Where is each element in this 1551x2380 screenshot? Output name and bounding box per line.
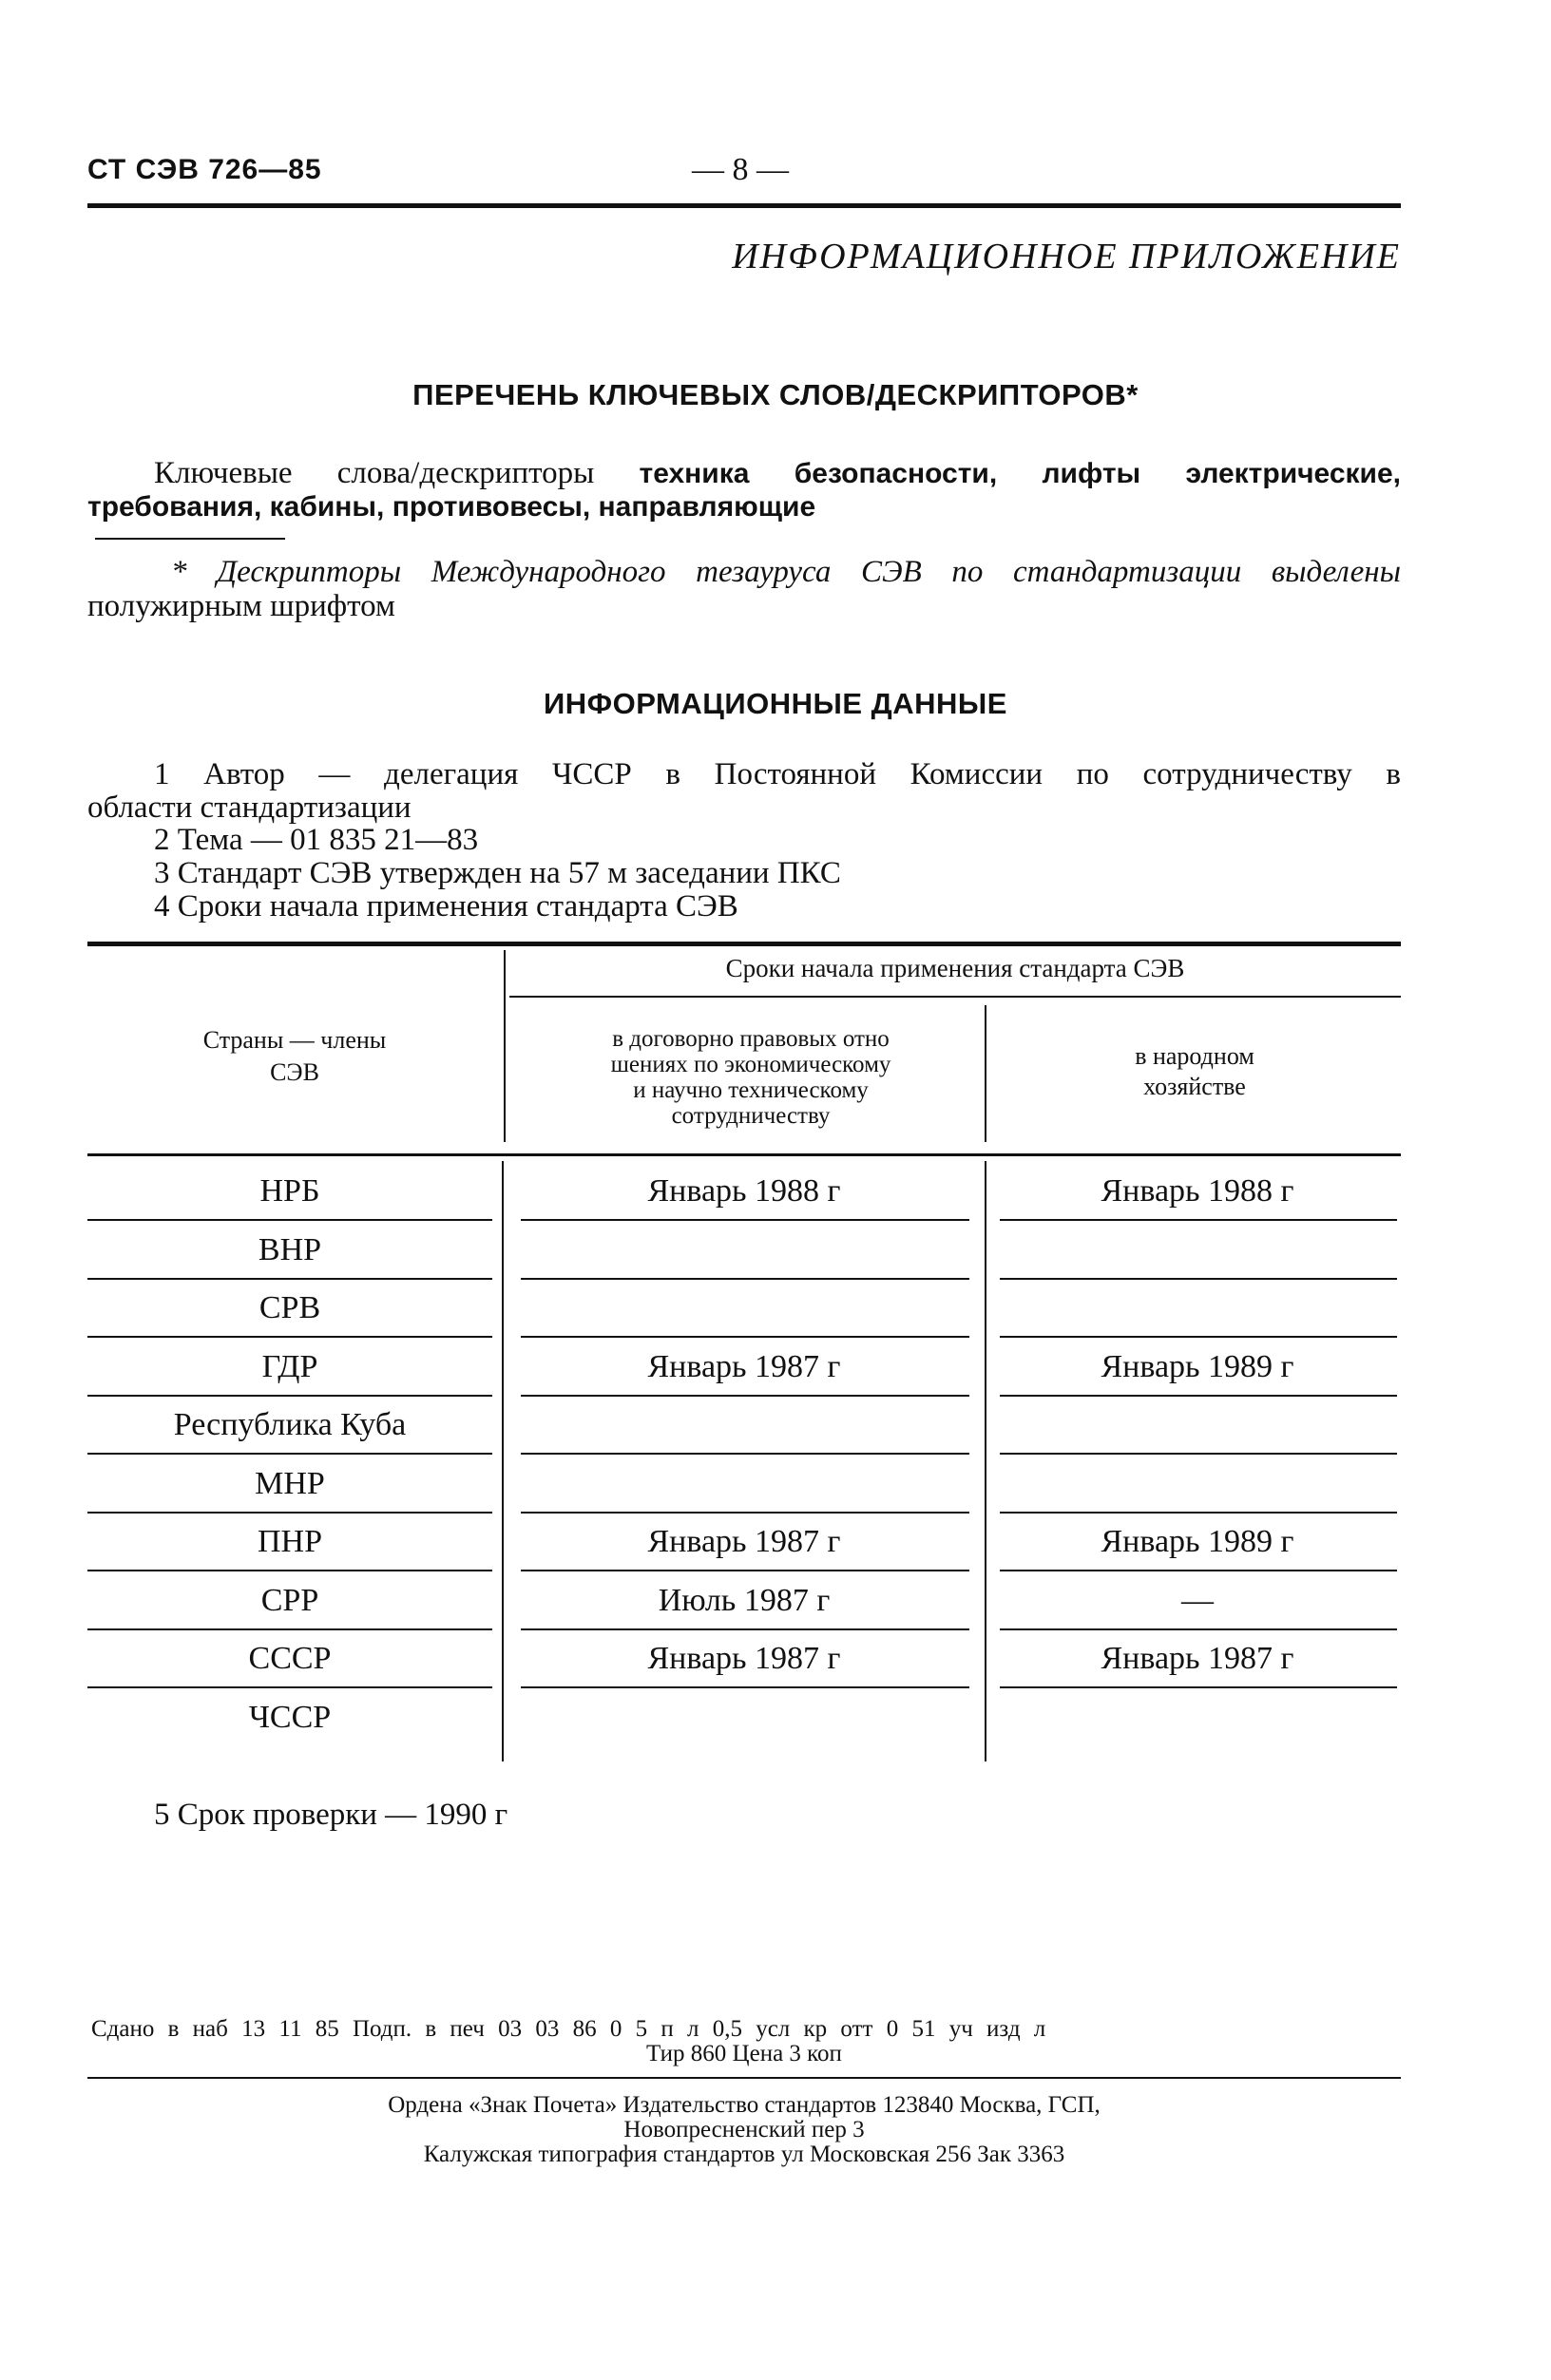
col-countries-l2: СЭВ bbox=[270, 1058, 319, 1086]
keywords-lead: Ключевые слова/дескрипторы bbox=[154, 456, 595, 490]
info-item-3: 3 Стандарт СЭВ утвержден на 57 м заседании ПКС bbox=[154, 856, 841, 890]
footnote-line-1: * Дескрипторы Международного тезауруса СЭВ по стандартизации выделены bbox=[171, 555, 1401, 589]
table-cell-country: ЧССР bbox=[248, 1699, 332, 1735]
row-rule bbox=[87, 1512, 492, 1514]
row-rule bbox=[521, 1336, 969, 1338]
table-top-rule bbox=[87, 942, 1401, 946]
info-item-2: 2 Тема — 01 835 21—83 bbox=[154, 823, 479, 857]
header-rule bbox=[87, 203, 1401, 208]
header-vline-2 bbox=[985, 1005, 986, 1142]
row-rule bbox=[87, 1219, 492, 1221]
info-item-1-line-2: области стандартизации bbox=[87, 790, 412, 825]
table-cell-economy: Январь 1987 г bbox=[1101, 1641, 1294, 1676]
imprint-line-5: Калужская типография стандартов ул Московская 256 Зак 3363 bbox=[423, 2142, 1065, 2167]
row-rule bbox=[521, 1278, 969, 1280]
row-rule bbox=[1000, 1686, 1397, 1688]
row-rule bbox=[87, 1336, 492, 1338]
col-contract-header bbox=[532, 1026, 969, 1129]
col-economy-l1: в народном bbox=[1135, 1042, 1254, 1070]
table-cell-contract: Январь 1987 г bbox=[647, 1524, 841, 1559]
col-contract-l4: сотрудничеству bbox=[671, 1103, 831, 1129]
group-header: Сроки начала применения стандарта СЭВ bbox=[725, 954, 1185, 982]
keywords-heading: ПЕРЕЧЕНЬ КЛЮЧЕВЫХ СЛОВ/ДЕСКРИПТОРОВ* bbox=[412, 378, 1139, 411]
row-rule bbox=[1000, 1628, 1397, 1630]
row-rule bbox=[1000, 1512, 1397, 1514]
standard-code: СТ СЭВ 726—85 bbox=[87, 154, 322, 185]
body-vline-2 bbox=[985, 1161, 986, 1761]
row-rule bbox=[1000, 1336, 1397, 1338]
table-cell-country: МНР bbox=[255, 1465, 325, 1501]
col-countries-header bbox=[133, 1024, 456, 1089]
col-contract-l3: и научно техническому bbox=[633, 1077, 869, 1103]
imprint-line-4: Новопресненский пер 3 bbox=[623, 2117, 865, 2142]
row-rule bbox=[87, 1628, 492, 1630]
info-item-4: 4 Сроки начала применения стандарта СЭВ bbox=[154, 889, 738, 923]
info-heading: ИНФОРМАЦИОННЫЕ ДАННЫЕ bbox=[544, 687, 1007, 720]
table-cell-contract: Январь 1987 г bbox=[647, 1641, 841, 1676]
imprint-rule bbox=[87, 2077, 1401, 2079]
table-cell-country: НРБ bbox=[259, 1173, 320, 1209]
imprint-line-1: Сдано в наб 13 11 85 Подп. в печ 03 03 86 0 5 п л 0,5 усл кр отт 0 51 уч изд л bbox=[91, 2016, 1046, 2042]
info-item-5: 5 Срок проверки — 1990 г bbox=[154, 1798, 508, 1832]
col-contract-l2: шениях по экономическому bbox=[610, 1052, 891, 1077]
table-cell-country: Республика Куба bbox=[173, 1407, 407, 1442]
col-economy-header bbox=[988, 1041, 1401, 1102]
table-cell-country: ПНР bbox=[257, 1524, 323, 1559]
header-group-rule bbox=[509, 996, 1401, 998]
footnote-rule bbox=[95, 538, 285, 540]
body-vline-1 bbox=[502, 1161, 504, 1761]
table-cell-contract: Январь 1987 г bbox=[647, 1348, 841, 1384]
table-cell-economy: Январь 1989 г bbox=[1101, 1524, 1294, 1559]
table-cell-country: СРР bbox=[260, 1582, 319, 1618]
row-rule bbox=[87, 1395, 492, 1397]
row-rule bbox=[521, 1453, 969, 1455]
footnote-line-2: полужирным шрифтом bbox=[87, 589, 395, 623]
row-rule bbox=[521, 1512, 969, 1514]
table-cell-country: ГДР bbox=[261, 1348, 318, 1384]
keywords-line-2 bbox=[87, 487, 1401, 526]
table-cell-contract: Январь 1988 г bbox=[647, 1173, 841, 1209]
row-rule bbox=[1000, 1395, 1397, 1397]
table-cell-economy: Январь 1989 г bbox=[1101, 1348, 1294, 1384]
row-rule bbox=[87, 1453, 492, 1455]
table-cell-economy: Январь 1988 г bbox=[1101, 1173, 1294, 1209]
header-bottom-rule bbox=[87, 1153, 1401, 1156]
col-countries-l1: Страны — члены bbox=[202, 1026, 387, 1054]
row-rule bbox=[87, 1686, 492, 1688]
table-cell-country: ВНР bbox=[258, 1231, 322, 1267]
row-rule bbox=[1000, 1278, 1397, 1280]
keywords-bold-1: техника безопасности, лифты электрические, bbox=[639, 458, 1402, 489]
col-economy-l2: хозяйстве bbox=[1143, 1073, 1246, 1100]
row-rule bbox=[521, 1219, 969, 1221]
col-contract-l1: в договорно правовых отно bbox=[612, 1026, 890, 1052]
keywords-bold-2: требования, кабины, противовесы, направляющие bbox=[87, 491, 816, 523]
row-rule bbox=[1000, 1453, 1397, 1455]
row-rule bbox=[521, 1570, 969, 1571]
row-rule bbox=[1000, 1570, 1397, 1571]
appendix-label: ИНФОРМАЦИОННОЕ ПРИЛОЖЕНИЕ bbox=[732, 237, 1401, 276]
row-rule bbox=[87, 1570, 492, 1571]
imprint-line-2: Тир 860 Цена 3 коп bbox=[646, 2041, 842, 2066]
row-rule bbox=[521, 1395, 969, 1397]
imprint-line-3: Ордена «Знак Почета» Издательство стандартов 123840 Москва, ГСП, bbox=[388, 2092, 1101, 2118]
row-rule bbox=[521, 1686, 969, 1688]
info-item-1-line-1: 1 Автор — делегация ЧССР в Постоянной Комиссии по сотрудничеству в bbox=[154, 757, 1401, 791]
row-rule bbox=[87, 1278, 492, 1280]
table-cell-country: СССР bbox=[248, 1641, 332, 1676]
table-cell-economy: — bbox=[1181, 1582, 1214, 1618]
table-cell-contract: Июль 1987 г bbox=[658, 1582, 831, 1618]
row-rule bbox=[521, 1628, 969, 1630]
header-vline-1 bbox=[504, 950, 506, 1142]
row-rule bbox=[1000, 1219, 1397, 1221]
page-number: — 8 — bbox=[692, 152, 789, 187]
table-cell-country: СРВ bbox=[258, 1290, 321, 1325]
